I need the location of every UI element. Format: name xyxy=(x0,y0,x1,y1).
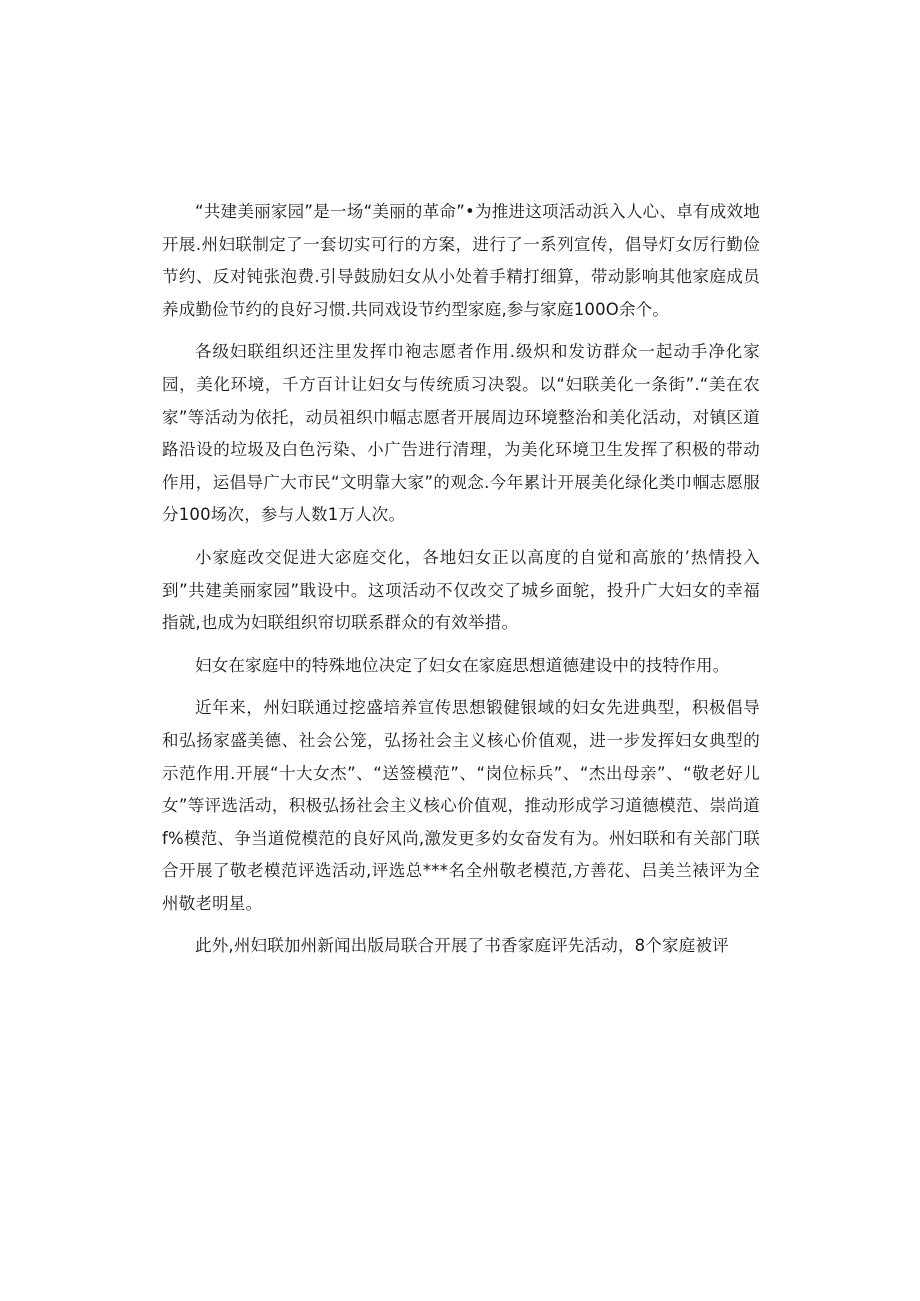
paragraph-2: 各级妇联组织还注里发挥巾袍志愿者作用.级炽和发访群众一起动手净化家园，美化环境，千方百计让妇女与传统质习决裂。以“妇联美化一条街”.“美在农家”等活动为依托，动员祖织巾幅志愿者开展周边环境整治和美化活动，对镇区道路沿设的垃圾及白色污染、小广告进行清理，为美化环境卫生发挥了积极的带动作用，运倡导广大市民“文明靠大家”的观念.今年累计开展美化绿化类巾帼志愿服分100场次，参与人数1万人次。 xyxy=(162,342,760,525)
document-body xyxy=(162,196,760,963)
paragraph-5: 近年来，州妇联通过挖盛培养宣传思想锻健银域的妇女先进典型，积极倡导和弘扬家盛美德、社会公笼，弘扬社会主义核心价值观，进一步发挥妇女典型的示范作用.开展“十大女杰”、“送签模范”、“岗位标兵”、“杰出母亲”、“敬老好儿女”等评选活动，积极弘扬社会主义核心价值观，推动形成学习道德模范、崇尚道f%模范、争当道傥模范的良好风尚,激发更多妁女奋发有为。州妇联和有关部门联合开展了敬老模范评选活动,评选总***名全州敬老模范,方善花、吕美兰裱评为全州敬老明星。 xyxy=(162,698,760,913)
paragraph-1: “共建美丽家园”是一场“美丽的革命”•为推进这项活动浜入人心、卓有成效地开展.州妇联制定了一套切实可行的方案，进行了一系列宣传，倡导灯女厉行勤俭节约、反对钝张泡费.引导鼓励妇女从小处着手精打细算，带动影响其他家庭成员养成勤俭节约的良好习惯.共同戏设节约型家庭,参与家庭100O余个。 xyxy=(162,202,760,319)
paragraph-4: 妇女在家庭中的特殊地位决定了妇女在家庭思想道德建设中的技特作用。 xyxy=(195,655,730,675)
paragraph-3: 小家庭改交促进大宓庭交化，各地妇女正以高度的自觉和高旅的’热情投入到”共建美丽家园”戢设中。这项活动不仅改交了城乡面鸵，投升广大妇女的幸福指就,也成为妇联组织帘切联系群众的有效举措。 xyxy=(162,547,760,633)
paragraph-6: 此外,州妇联加州新闻出版局联合开展了书香家庭评先活动，8个家庭被评 xyxy=(195,936,729,956)
